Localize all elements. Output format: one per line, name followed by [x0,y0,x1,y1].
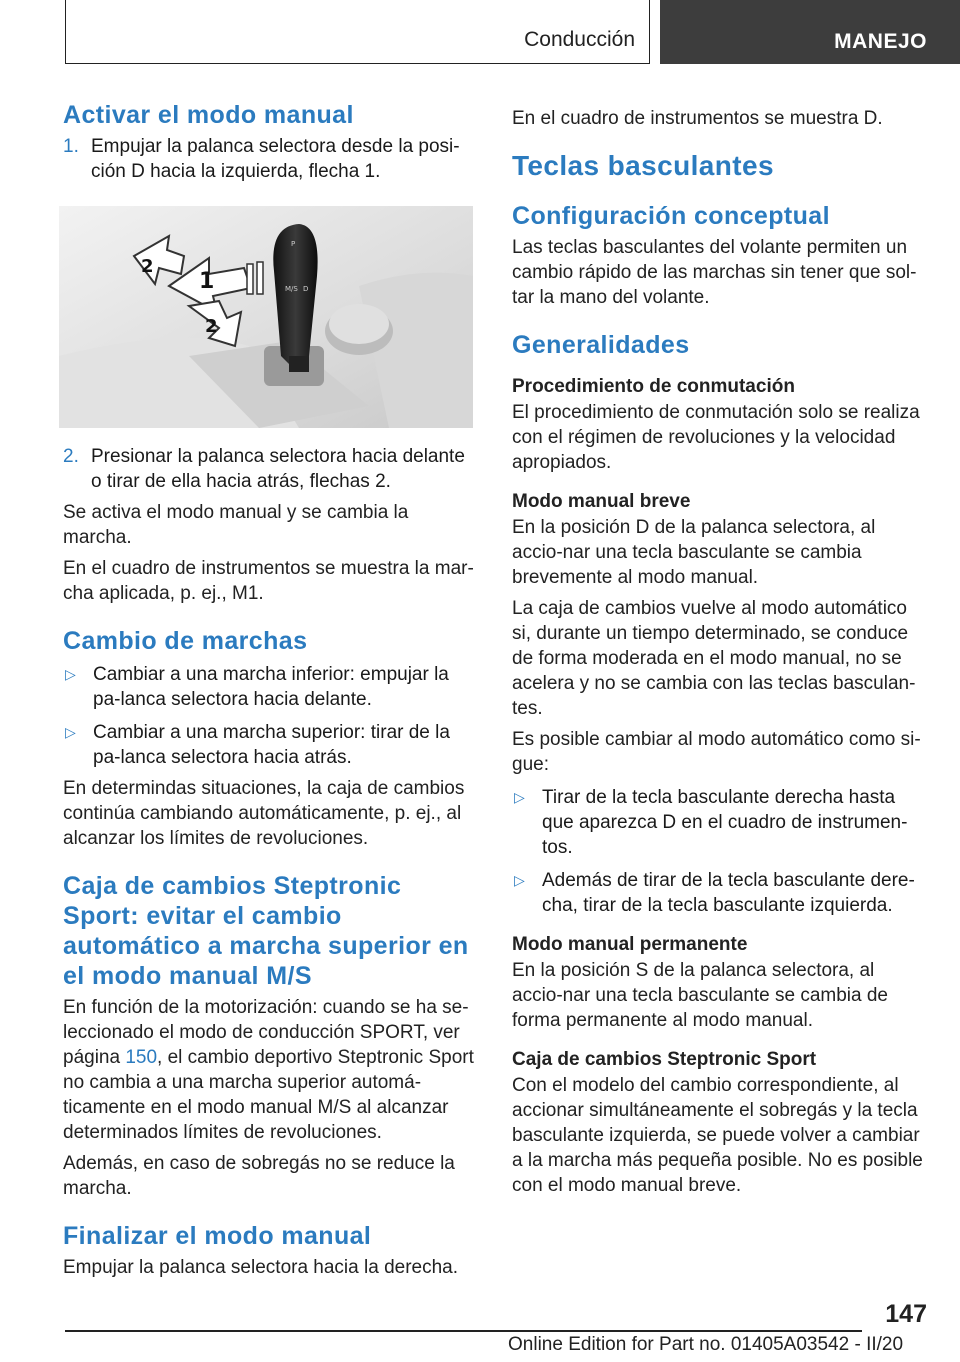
gear-label-d: D [303,285,309,293]
subheading-caja-sport: Caja de cambios Steptronic Sport [512,1049,817,1070]
paragraph-manual-activated: Se activa el modo manual y se cambia la marcha. [63,502,409,548]
paragraph-motorization-b: , el cambio deportivo Steptronic Sport no cambia a una marcha superior automá‐ticamente en el modo manual M/S al alcanzar determinados límites de revoluciones. [63,1047,474,1143]
bullet-upshift-text: Cambiar a una marcha superior: tirar de la pa‐lanca selectora hacia atrás. [93,722,450,768]
page-link-150[interactable]: 150 [125,1047,158,1068]
paragraph-auto-shift: En determindas situaciones, la caja de cambios continúa cambiando automáticamente, p. ej., al alcanzar los límites de revoluciones. [63,778,465,849]
chapter-tab [660,0,960,64]
footer-divider [65,1330,862,1332]
arrow-2b-label: 2 [205,316,218,337]
step-1 [63,134,477,184]
step-1-number: 1. [63,136,79,157]
paragraph-config: Las teclas basculantes del volante permiten un cambio rápido de las marchas sin tener que sol‐tar la mano del volante. [512,237,917,308]
gear-selector-photo [59,206,473,428]
triangle-bullet-icon: ▷ [514,872,525,888]
bullet-downshift [63,662,477,712]
paragraph-permanente: En la posición S de la palanca selectora, al accio‐nar una tecla basculante se cambia de forma permanente al modo manual. [512,960,889,1031]
subheading-procedimiento: Procedimiento de conmutación [512,376,795,397]
paragraph-instrument-gear: En el cuadro de instrumentos se muestra la mar‐cha aplicada, p. ej., M1. [63,558,474,604]
step-1-text: Empujar la palanca selectora desde la posi‐ción D hacia la izquierda, flecha 1. [91,136,460,182]
gear-selector-illustration [59,206,473,428]
paragraph-caja-sport: Con el modelo del cambio correspondiente, al accionar simultáneamente el sobregás y la tecla basculante izquierda, se puede volver a cambiar a la marcha más pequeña posible. No es posible con el modo manual breve. [512,1075,923,1196]
footer-edition: Online Edition for Part no. 01405A03542 - II/20 [508,1334,904,1355]
paragraph-overgas: Además, en caso de sobregás no se reduce la marcha. [63,1153,455,1199]
bullet-both-paddles-text: Además de tirar de la tecla basculante dere‐cha, tirar de la tecla basculante izquierda. [542,870,915,916]
step-2-number: 2. [63,446,79,467]
page-number: 147 [885,1300,927,1328]
chapter-title: MANEJO [834,30,927,53]
triangle-bullet-icon: ▷ [514,789,525,805]
paragraph-motorization [63,995,477,1145]
subheading-permanente: Modo manual permanente [512,934,748,955]
gear-label-m: M/S [285,285,298,293]
header-section-box [65,0,650,64]
gear-label-p: P [291,240,296,248]
triangle-bullet-icon: ▷ [65,666,76,682]
paragraph-breve-2: La caja de cambios vuelve al modo automático si, durante un tiempo determinado, se conduce de forma moderada en el modo manual, no se acelera y no se cambia con las teclas basculan‐tes. [512,598,916,719]
right-column [512,106,926,1198]
paragraph-show-d: En el cuadro de instrumentos se muestra D. [512,108,883,129]
bullet-downshift-text: Cambiar a una marcha inferior: empujar la pa‐lanca selectora hacia delante. [93,664,449,710]
arrow-2a-label: 2 [141,256,154,277]
heading-caja-sport: Caja de cambios Steptronic Sport: evitar el cambio automático a marcha superior en el modo manual M/S [63,872,469,990]
heading-configuracion: Configuración conceptual [512,202,830,230]
heading-generalidades: Generalidades [512,331,690,359]
paragraph-motorization-a: En función de la motorización: cuando se ha se‐leccionado el modo de conducción SPORT, ver página [63,997,469,1068]
bullet-both-paddles [512,868,926,918]
paragraph-procedimiento: El procedimiento de conmutación solo se realiza con el régimen de revoluciones y la velocidad apropiados. [512,402,920,473]
subheading-breve: Modo manual breve [512,491,691,512]
step-2-text: Presionar la palanca selectora hacia delante o tirar de ella hacia atrás, flechas 2. [91,446,465,492]
paragraph-breve-3: Es posible cambiar al modo automático como si‐gue: [512,729,921,775]
paragraph-push-right: Empujar la palanca selectora hacia la derecha. [63,1257,459,1278]
heading-finalizar: Finalizar el modo manual [63,1222,372,1250]
left-column [63,100,477,1280]
heading-activar: Activar el modo manual [63,101,354,129]
paragraph-breve-1: En la posición D de la palanca selectora, al accio‐nar una tecla basculante se cambia brevemente al modo manual. [512,517,876,588]
heading-teclas: Teclas basculantes [512,150,774,181]
triangle-bullet-icon: ▷ [65,724,76,740]
heading-cambio: Cambio de marchas [63,627,308,655]
section-title: Conducción [524,28,635,51]
step-2 [63,444,477,494]
bullet-right-paddle-text: Tirar de la tecla basculante derecha hasta que aparezca D en el cuadro de instrumen‐tos. [542,787,908,858]
bullet-upshift [63,720,477,770]
arrow-1-label: 1 [199,269,215,294]
bullet-right-paddle [512,785,926,860]
